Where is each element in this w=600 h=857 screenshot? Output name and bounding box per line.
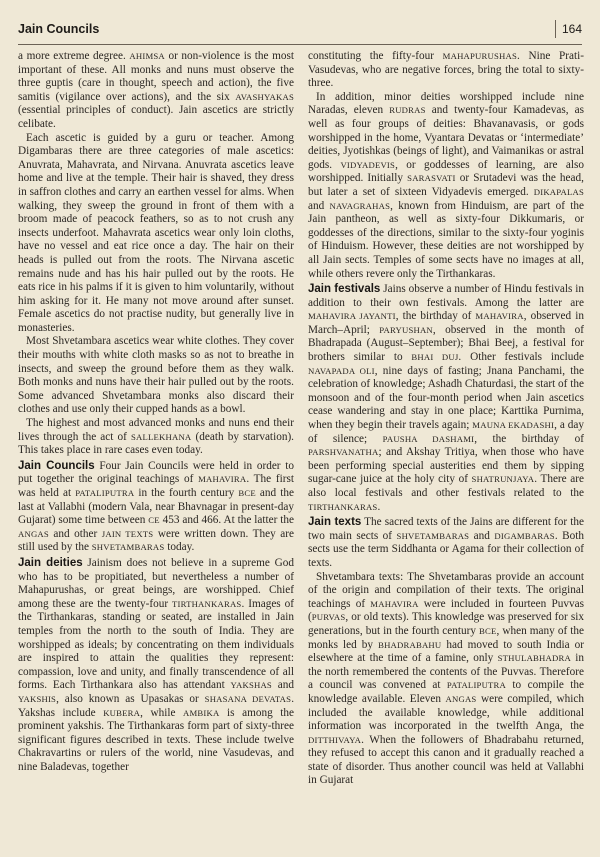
section-heading: Jain Councils bbox=[18, 459, 95, 472]
right-column bbox=[308, 50, 584, 788]
left-column bbox=[18, 50, 294, 774]
cross-reference: SALLEKHANA bbox=[131, 431, 192, 442]
paragraph: Each ascetic is guided by a guru or teacher. Among Digambaras there are three categories of male ascetics: Anuvrata, Mahavrata, and Nirvana. Anuvrata ascetics leave home and live at the temple. Their hair is shaved, they dress in saffron clothes and carry an earthen vessel for alms. When walking, they sweep the ground in front of them with a broom made of peacock feathers, so as to not crush any insects underfoot. Mahavrata ascetics wear only loin cloths, have no vessel and eat rice once a day. The hair on their heads is pulled out from the roots. The Nirvana ascetic remains nude and has his hair pulled out by the roots. He eats rice in his palms if it is given to him voluntarily, without him asking for it. He many not move around after sunset. Female ascetics do not practise nudity, but generally live in monasteries. bbox=[18, 131, 294, 334]
running-title: Jain Councils bbox=[18, 22, 100, 36]
running-header bbox=[18, 0, 582, 45]
section-jain-deities: Jain deities Jainism does not believe in a supreme God who has to be propitiated, but nevertheless a number of Mahapurushas, or great beings, are worshipped. Chief among these are the twenty-four TIRTHANKARAS. Images of the Tirthankaras, standing or seated, are installed in Jain temples from the north to the south of India. They are worshipped as ideals; by concentrating on them individuals are inspired to attain the qualities they represent: compassion, love and unity, and finally transcendence of all forms. Each Tirthankara also has attendant YAKSHAS and YAKSHIS, also known as Upasakas or SHASANA DEVATAS. Yakshas include KUBERA, while AMBIKA is among the prominent yakshis. The Tirthankaras form part of sixty-three significant figures described in texts. These include twelve Chakravartins or rulers of the world, nine Vasudevas, and nine Baladevas, together bbox=[18, 556, 295, 773]
section-jain-texts: Jain texts The sacred texts of the Jains are different for the two main sects of SHVETAMBARAS and DIGAMBARAS. Both sects use the term Siddhanta or Agama for their collection of texts. bbox=[308, 516, 584, 569]
section-heading: Jain festivals bbox=[308, 283, 381, 296]
cross-reference: AVASHYAKAS bbox=[235, 91, 294, 102]
paragraph: constituting the fifty-four MAHAPURUSHAS. Nine Prati-Vasudevas, who are negative forces, bring the total to sixty-three. bbox=[308, 50, 584, 90]
paragraph: Shvetambara texts: The Shvetambaras provide an account of the origin and compilation of their texts. The original teachings of MAHAVIRA were included in fourteen Puvvas (PURVAS, or old texts). This knowledge was preserved for six generations, but in the fourth century BCE, when many of the monks led by BHADRABAHU had moved to south India or elsewhere at the time of a famine, only STHULABHADRA in the north remembered the contents of the Puvvas. Therefore a council was convened at PATALIPUTRA to compile the knowledge available. Eleven ANGAS were compiled, which included the available knowledge, while additional information was incorporated in the twelfth Anga, the DITTHIVAYA. When the followers of Bhadrabahu returned, they refused to accept this canon and it gradually reached a state of disorder. Thus another council was held at Vallabhi in Gujarat bbox=[308, 570, 585, 787]
cross-reference: AHIMSA bbox=[129, 51, 165, 61]
paragraph: a more extreme degree. AHIMSA or non-violence is the most important of these. All monks and nuns must observe the three guptis (care in thought, speech and action), the five samitis (vigilance over actions), and the six AVASHYAKAS (essential principles of conduct). Jain ascetics are strictly celibate. bbox=[18, 50, 294, 130]
paragraph: The highest and most advanced monks and nuns end their lives through the act of SALLEKHANA (death by starvation). This takes place in rare cases even today. bbox=[18, 417, 294, 457]
page-number: 164 bbox=[555, 20, 582, 38]
paragraph: Most Shvetambara ascetics wear white clothes. They cover their mouths with white cloth masks so as not to breathe in insects, and sweep the ground before them as they walk. Both monks and nuns have their hair pulled out by the roots. Some advanced Shvetambara monks also discard their clothes and use only their cupped hands as a bowl. bbox=[18, 335, 294, 416]
section-heading: Jain deities bbox=[18, 556, 83, 569]
paragraph: In addition, minor deities worshipped include nine Naradas, eleven RUDRAS and twenty-four Kamadevas, as well as four groups of deities: Bhavanavasis, or gods worshipped in the home, Vyantara Devatas or ‘intermediate’ deities, Jyotishkas (beings of light), and Vaimanikas or astral gods. VIDYADEVIS, or goddesses of learning, are also worshipped. Initially SARASVATI or Srutadevi was the head, but later a set of sixteen Vidyadevis emerged. DIKAPALAS and NAVAGRAHAS, known from Hinduism, are part of the Jain pantheon, as well as sixty-four Dikkumaris, or goddesses of the directions, similar to the sixty-four yoginis of Hinduism. However, these deities are not worshipped by all Jain sects. Temples of some sects have no images at all, while others revere only the Tirthankaras. bbox=[308, 90, 585, 280]
section-heading: Jain texts bbox=[308, 516, 362, 529]
section-jain-festivals: Jain festivals Jains observe a number of Hindu festivals in addition to their own festivals. Among the latter are MAHAVIRA JAYANTI, the birthday of MAHAVIRA, observed in March–April; PARYUSHAN, observed in the month of Bhadrapada (August–September); Bhai Beej, a festival for brothers similar to BHAI DUJ. Other festivals include NAVAPADA OLI, nine days of fasting; Jnana Panchami, the celebration of knowledge; Ashadh Chaturdasi, the start of the monsoon and of the four-month period when Jain ascetics cease wandering and stay in one place; Karttika Purnima, when they begin their travels again; MAUNA EKADASHI, a day of silence; PAUSHA DASHAMI, the birthday of PARSHVANATHA; and Akshay Tritiya, when those who have been performing special austerities end them by sipping sugar-cane juice at the holy city of SHATRUNJAYA. There are also local festivals and other festivals related to the TIRTHANKARAS. bbox=[308, 283, 585, 513]
section-jain-councils: Jain Councils Four Jain Councils were held in order to put together the original teachings of MAHAVIRA. The first was held at PATALIPUTRA in the fourth century BCE and the last at Vallabhi (modern Vala, near Bhavnagar in present-day Gujarat) some time between CE 453 and 466. At the latter the ANGAS and other JAIN TEXTS were written down. They are still used by the SHVETAMBARAS today. bbox=[18, 459, 294, 554]
